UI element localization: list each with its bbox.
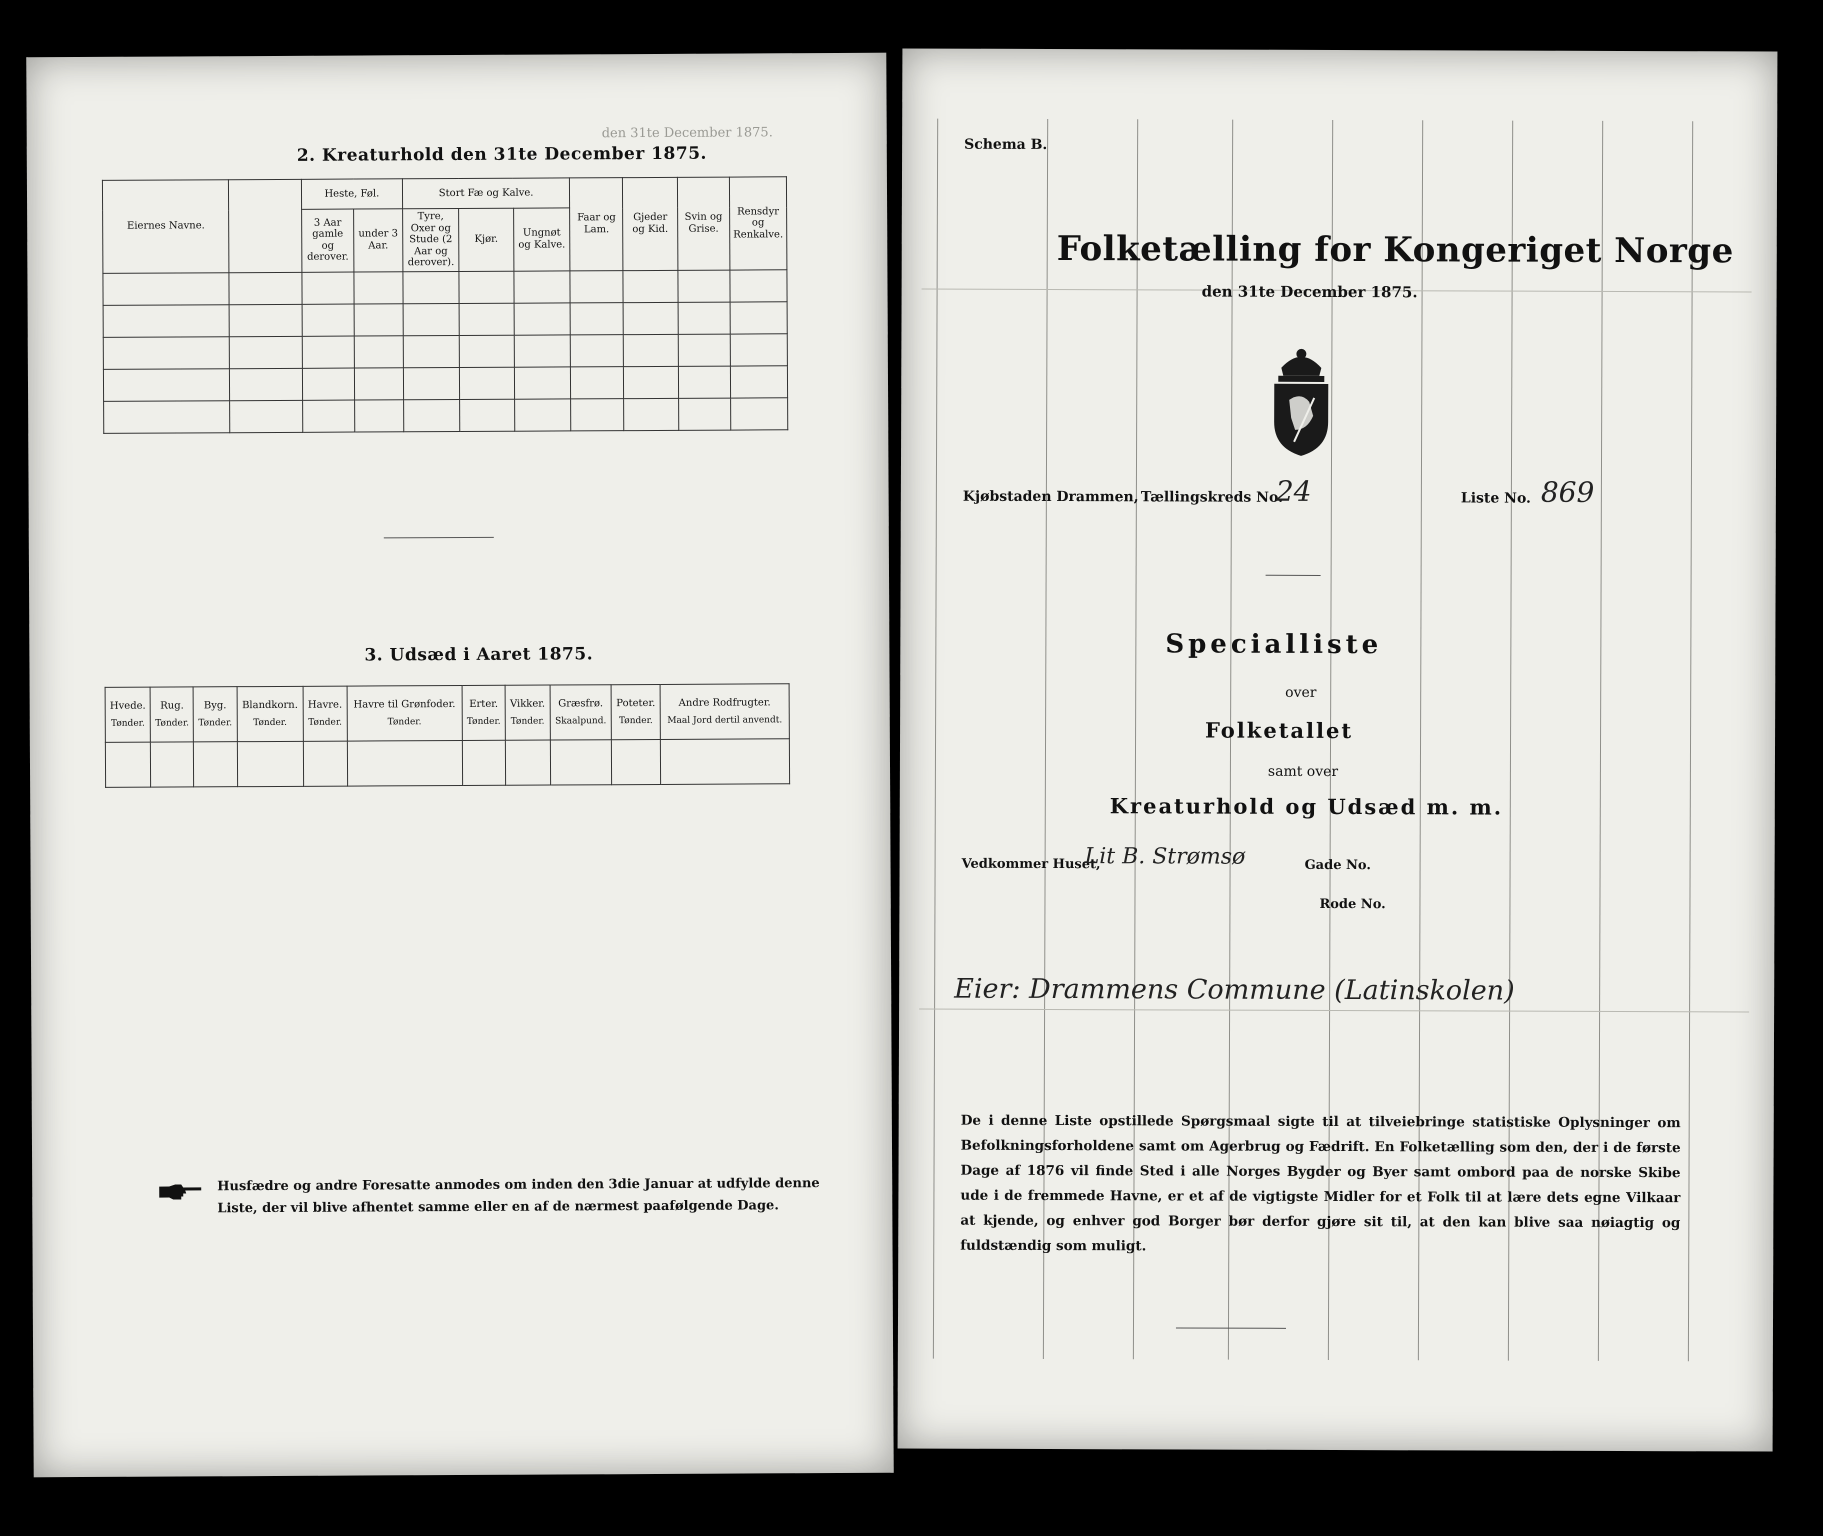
right-page xyxy=(898,48,1778,1451)
samt-over-text: samt over xyxy=(1267,763,1339,781)
sowing-unit: Skaalpund. xyxy=(555,715,607,727)
separator-rule xyxy=(1266,575,1321,576)
sowing-crop-name: Erter. xyxy=(469,698,499,711)
list-number: 869 xyxy=(1540,475,1595,509)
sowing-header-1 xyxy=(150,687,193,742)
city-label: Kjøbstaden Drammen, xyxy=(962,488,1139,506)
cattle-cows-header: Kjør. xyxy=(459,208,514,271)
sowing-header-7 xyxy=(505,685,550,740)
list-label: Liste No. xyxy=(1460,490,1531,507)
schema-label: Schema B. xyxy=(964,136,1048,153)
house-label: Vedkommer Huset, xyxy=(961,856,1101,873)
census-date: den 31te December 1875. xyxy=(1201,282,1418,302)
sowing-unit: Tønder. xyxy=(466,716,501,727)
coat-of-arms-icon xyxy=(1256,340,1346,460)
pointing-hand-icon xyxy=(157,1182,203,1202)
table-cell xyxy=(103,272,230,305)
sowing-unit: Tønder. xyxy=(618,715,653,726)
sowing-header-3 xyxy=(237,686,304,741)
sowing-header-9 xyxy=(611,684,660,739)
notice-text: Husfædre og andre Foresatte anmodes om inden den 3die Januar at udfylde denne Liste, der vil blive afhentet samme eller en af de nærmest paafølgende Dage. xyxy=(217,1176,820,1217)
cattle-bulls-header: Tyre, Oxer og Stude (2 Aar og derover). xyxy=(402,208,459,271)
bleed-through-text: den 31te December 1875. xyxy=(601,125,773,142)
sowing-unit: Tønder. xyxy=(111,718,145,729)
sowing-crop-name: Havre til Grønfoder. xyxy=(353,699,456,711)
sowing-header-5 xyxy=(347,685,463,741)
left-page xyxy=(26,53,893,1477)
sowing-header-2 xyxy=(194,687,237,742)
sowing-header-0 xyxy=(105,687,151,742)
owners-header: Eiernes Navne. xyxy=(102,180,229,273)
cattle-young-header: Ungnøt og Kalve. xyxy=(513,208,570,271)
blank-header xyxy=(229,179,302,272)
horses-young-header: under 3 Aar. xyxy=(354,209,403,272)
sowing-crop-name: Græsfrø. xyxy=(558,698,604,710)
horses-old-header: 3 Aar gamle og derover. xyxy=(301,209,354,272)
folketallet-title: Folketallet xyxy=(1205,717,1354,744)
sowing-crop-name: Blandkorn. xyxy=(242,699,298,712)
sowing-unit: Tønder. xyxy=(253,717,287,728)
livestock-table xyxy=(102,176,788,433)
owner-note: Eier: Drammens Commune (Latinskolen) xyxy=(954,973,1515,1007)
sowing-header-10 xyxy=(660,684,789,740)
horses-header: Heste, Føl. xyxy=(301,179,402,210)
sowing-unit: Tønder. xyxy=(308,717,343,728)
sowing-unit: Tønder. xyxy=(198,717,233,728)
reindeer-header: Rensdyr og Renkalve. xyxy=(729,177,787,270)
sowing-table xyxy=(105,683,791,788)
sowing-crop-name: Vikker. xyxy=(509,698,546,710)
rode-label: Rode No. xyxy=(1319,896,1386,913)
sowing-header-4 xyxy=(303,686,347,741)
sowing-crop-name: Rug. xyxy=(160,700,184,712)
district-label: Tællingskreds No. xyxy=(1140,489,1283,506)
sowing-crop-name: Andre Rodfrugter. xyxy=(678,697,771,709)
section3-title: 3. Udsæd i Aaret 1875. xyxy=(364,644,594,666)
sowing-crop-name: Poteter. xyxy=(616,698,656,710)
pigs-header: Svin og Grise. xyxy=(677,177,730,270)
sowing-crop-name: Byg. xyxy=(203,700,227,712)
page-title: Folketælling for Kongeriget Norge xyxy=(1056,229,1734,272)
sowing-crop-name: Hvede. xyxy=(109,700,146,712)
specialliste-title: Specialliste xyxy=(1165,629,1383,661)
sowing-unit: Tønder. xyxy=(510,716,545,727)
house-value: Lit B. Strømsø xyxy=(1084,844,1246,870)
explanation-text: De i denne Liste opstillede Spørgsmaal sigte til at tilveiebringe statistiske Oplysninger om Befolkningsforholdene samt om Agerbrug og Fædrift. En Folketælling som den, der i de første Dage af 1876 vil finde Sted i alle Norges Bygder og Byer samt ombord paa de norske Skibe ude i de fremmede Havne, er et af de vigtigste Midler for et Folk til at lære dets egne Vilkaar at kjende, og enhver god Borger bør derfor gjøre sit til, at den kan blive saa nøiagtig og fuldstændig som muligt. xyxy=(960,1112,1681,1255)
sowing-header-6 xyxy=(462,685,505,740)
sowing-header-8 xyxy=(550,685,612,740)
separator-rule xyxy=(1176,1327,1286,1328)
sowing-unit: Tønder. xyxy=(155,717,190,729)
sowing-crop-name: Havre. xyxy=(307,699,343,711)
goats-header: Gjeder og Kid. xyxy=(623,177,678,270)
kreaturhold-title: Kreaturhold og Udsæd m. m. xyxy=(1109,793,1504,820)
separator-rule xyxy=(384,537,494,539)
sheep-header: Faar og Lam. xyxy=(570,178,623,271)
section2-title: 2. Kreaturhold den 31te December 1875. xyxy=(296,143,707,166)
gade-label: Gade No. xyxy=(1304,857,1371,874)
cattle-header: Stort Fæ og Kalve. xyxy=(402,178,570,209)
sowing-unit: Maal Jord dertil anvendt. xyxy=(667,714,783,726)
over-text: over xyxy=(1285,684,1317,701)
sowing-unit: Tønder. xyxy=(387,716,422,727)
district-number: 24 xyxy=(1275,474,1312,508)
